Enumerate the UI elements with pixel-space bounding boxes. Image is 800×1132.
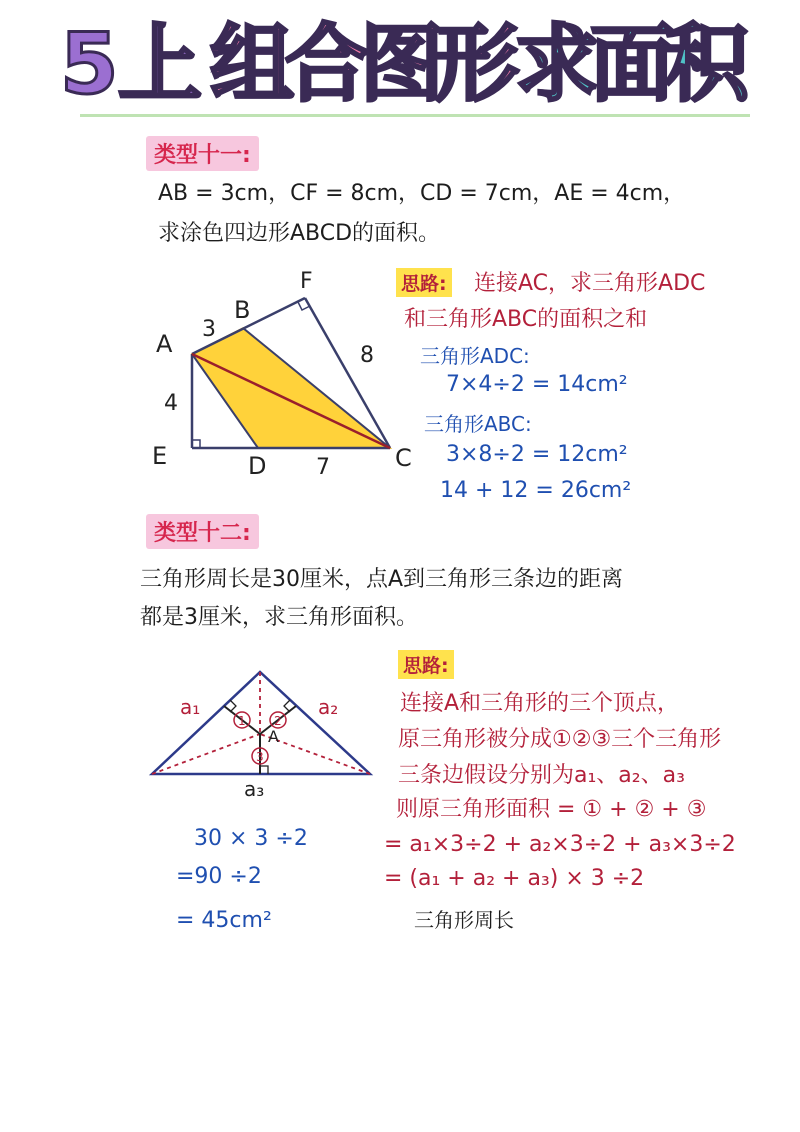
- type11-idea-line1: 连接AC，求三角形ADC: [474, 271, 706, 296]
- type12-idea-line3: 三条边假设分别为a₁、a₂、a₃: [398, 763, 685, 788]
- type11-idea-label: 思路:: [396, 268, 452, 297]
- type11-figure: [140, 262, 410, 492]
- title-char: 求: [515, 15, 600, 113]
- circle-1-text: 1: [238, 714, 246, 728]
- title-char: 5: [60, 15, 119, 113]
- title-char: 合: [285, 15, 370, 113]
- label-e: E: [152, 442, 168, 470]
- right-angle-right: [284, 700, 290, 712]
- type11-calc2: 3×8÷2 = 12cm²: [446, 442, 628, 467]
- title-char: 图: [360, 15, 445, 113]
- type11-problem-line2: 求涂色四边形ABCD的面积。: [158, 221, 441, 246]
- type12-calc1: 30 × 3 ÷2: [194, 826, 308, 851]
- title-char: 积: [665, 15, 750, 113]
- page-title: [60, 8, 750, 118]
- type12-problem-line1: 三角形周长是30厘米，点A到三角形三条边的距离: [140, 567, 624, 592]
- label-a1: a₁: [180, 695, 201, 719]
- title-char: 上: [118, 15, 203, 113]
- len-ae: 4: [164, 391, 178, 416]
- type12-idea-line2: 原三角形被分成①②③三个三角形: [398, 727, 722, 752]
- type12-figure: [140, 660, 390, 800]
- dash-a-left: [152, 734, 260, 774]
- circle-3-text: 3: [256, 750, 264, 764]
- type11-idea-line2: 和三角形ABC的面积之和: [404, 307, 648, 332]
- type11-calc1: 7×4÷2 = 14cm²: [446, 372, 628, 397]
- label-f: F: [300, 269, 313, 294]
- len-cf: 8: [360, 343, 374, 368]
- len-dc: 7: [316, 455, 330, 480]
- type12-heading: 类型十二:: [146, 514, 259, 549]
- type11-sub1: 三角形ADC:: [420, 344, 530, 368]
- label-a3: a₃: [244, 777, 265, 801]
- title-divider: [80, 114, 750, 117]
- type12-calc3: = 45cm²: [176, 908, 272, 933]
- type12-idea-line5: = a₁×3÷2 + a₂×3÷2 + a₃×3÷2: [384, 832, 736, 857]
- circle-2-text: 2: [274, 714, 282, 728]
- label-b: B: [234, 296, 251, 324]
- type12-idea-line4: 则原三角形面积 = ① + ② + ③: [396, 797, 707, 822]
- len-ab: 3: [202, 317, 216, 342]
- type11-calc3: 14 + 12 = 26cm²: [440, 478, 632, 503]
- label-point-a: A: [268, 727, 279, 746]
- type12-idea-line6: = (a₁ + a₂ + a₃) × 3 ÷2: [384, 866, 645, 891]
- label-a2: a₂: [318, 695, 339, 719]
- title-char: 组: [210, 15, 295, 113]
- type11-sub2: 三角形ABC:: [424, 412, 532, 436]
- type12-problem-line2: 都是3厘米，求三角形面积。: [140, 605, 418, 630]
- right-angle-left: [230, 700, 236, 712]
- type12-idea-label: 思路:: [398, 650, 454, 679]
- label-c: C: [395, 444, 412, 472]
- title-char: 形: [435, 15, 520, 113]
- type12-idea-note: 三角形周长: [414, 908, 514, 932]
- type11-problem-line1: AB = 3cm，CF = 8cm，CD = 7cm，AE = 4cm，: [158, 181, 686, 206]
- label-a: A: [156, 330, 173, 358]
- label-d: D: [248, 452, 267, 480]
- type12-calc2: =90 ÷2: [176, 864, 262, 889]
- title-char: 面: [590, 15, 675, 113]
- type11-heading: 类型十一:: [146, 136, 259, 171]
- type12-idea-line1: 连接A和三角形的三个顶点，: [400, 691, 680, 716]
